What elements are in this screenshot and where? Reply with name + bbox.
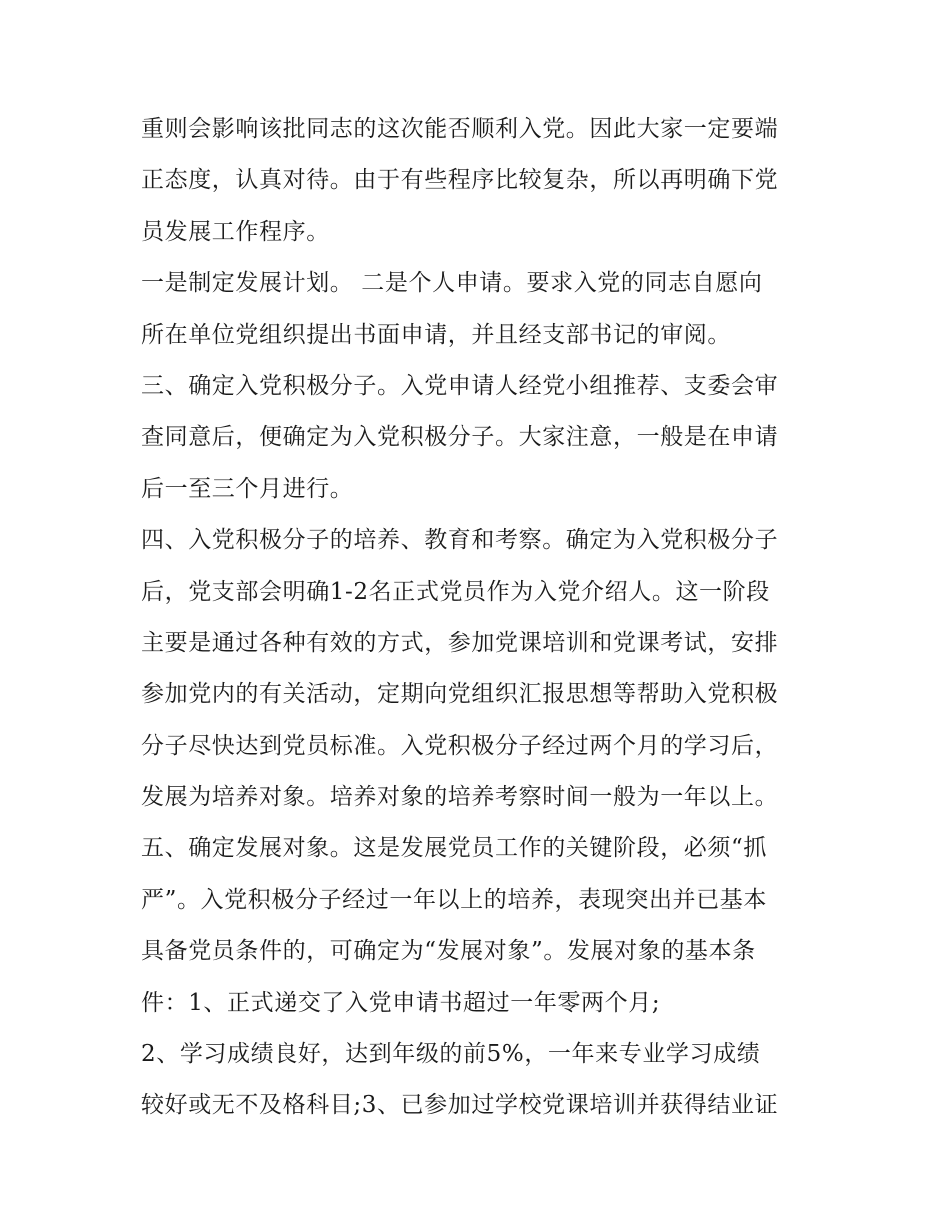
text-line: 重则会影响该批同志的这次能否顺利入党。因此大家一定要端 [141,116,779,142]
text-line: 后，党支部会明确1-2名正式党员作为入党介绍人。这一阶段 [141,578,770,605]
text-line: 发展为培养对象。培养对象的培养考察时间一般为一年以上。 [141,784,779,811]
text-line: 查同意后，便确定为入党积极分子。大家注意，一般是在申请 [141,424,779,451]
text-line: 后一至三个月进行。 [141,475,354,502]
text-line: 严”。入党积极分子经过一年以上的培养，表现突出并已基本 [141,886,767,913]
document-body [141,104,821,1132]
text-line: 主要是通过各种有效的方式，参加党课培训和党课考试，安排 [141,629,779,656]
text-line: 具备党员条件的，可确定为“发展对象”。发展对象的基本条 [141,938,756,965]
text-line: 所在单位党组织提出书面申请，并且经支部书记的审阅。 [141,321,731,348]
text-line: 分子尽快达到党员标准。入党积极分子经过两个月的学习后， [141,732,779,759]
text-line: 参加党内的有关活动，定期向党组织汇报思想等帮助入党积极 [141,681,779,708]
text-line: 三、确定入党积极分子。入党申请人经党小组推荐、支委会审 [141,372,779,399]
text-line: 件：1、正式递交了入党申请书超过一年零两个月; [141,989,661,1016]
text-line: 较好或无不及格科目;3、已参加过学校党课培训并获得结业证 [141,1092,779,1119]
text-line: 一是制定发展计划。 二是个人申请。要求入党的同志自愿向 [141,270,763,297]
text-line: 员发展工作程序。 [141,218,330,245]
text-line: 五、确定发展对象。这是发展党员工作的关键阶段，必须“抓 [141,835,767,862]
text-line: 正态度，认真对待。由于有些程序比较复杂，所以再明确下党 [141,167,779,194]
text-line: 四、入党积极分子的培养、教育和考察。确定为入党积极分子 [141,527,779,554]
text-line: 2、学习成绩良好，达到年级的前5%，一年来专业学习成绩 [141,1041,761,1068]
